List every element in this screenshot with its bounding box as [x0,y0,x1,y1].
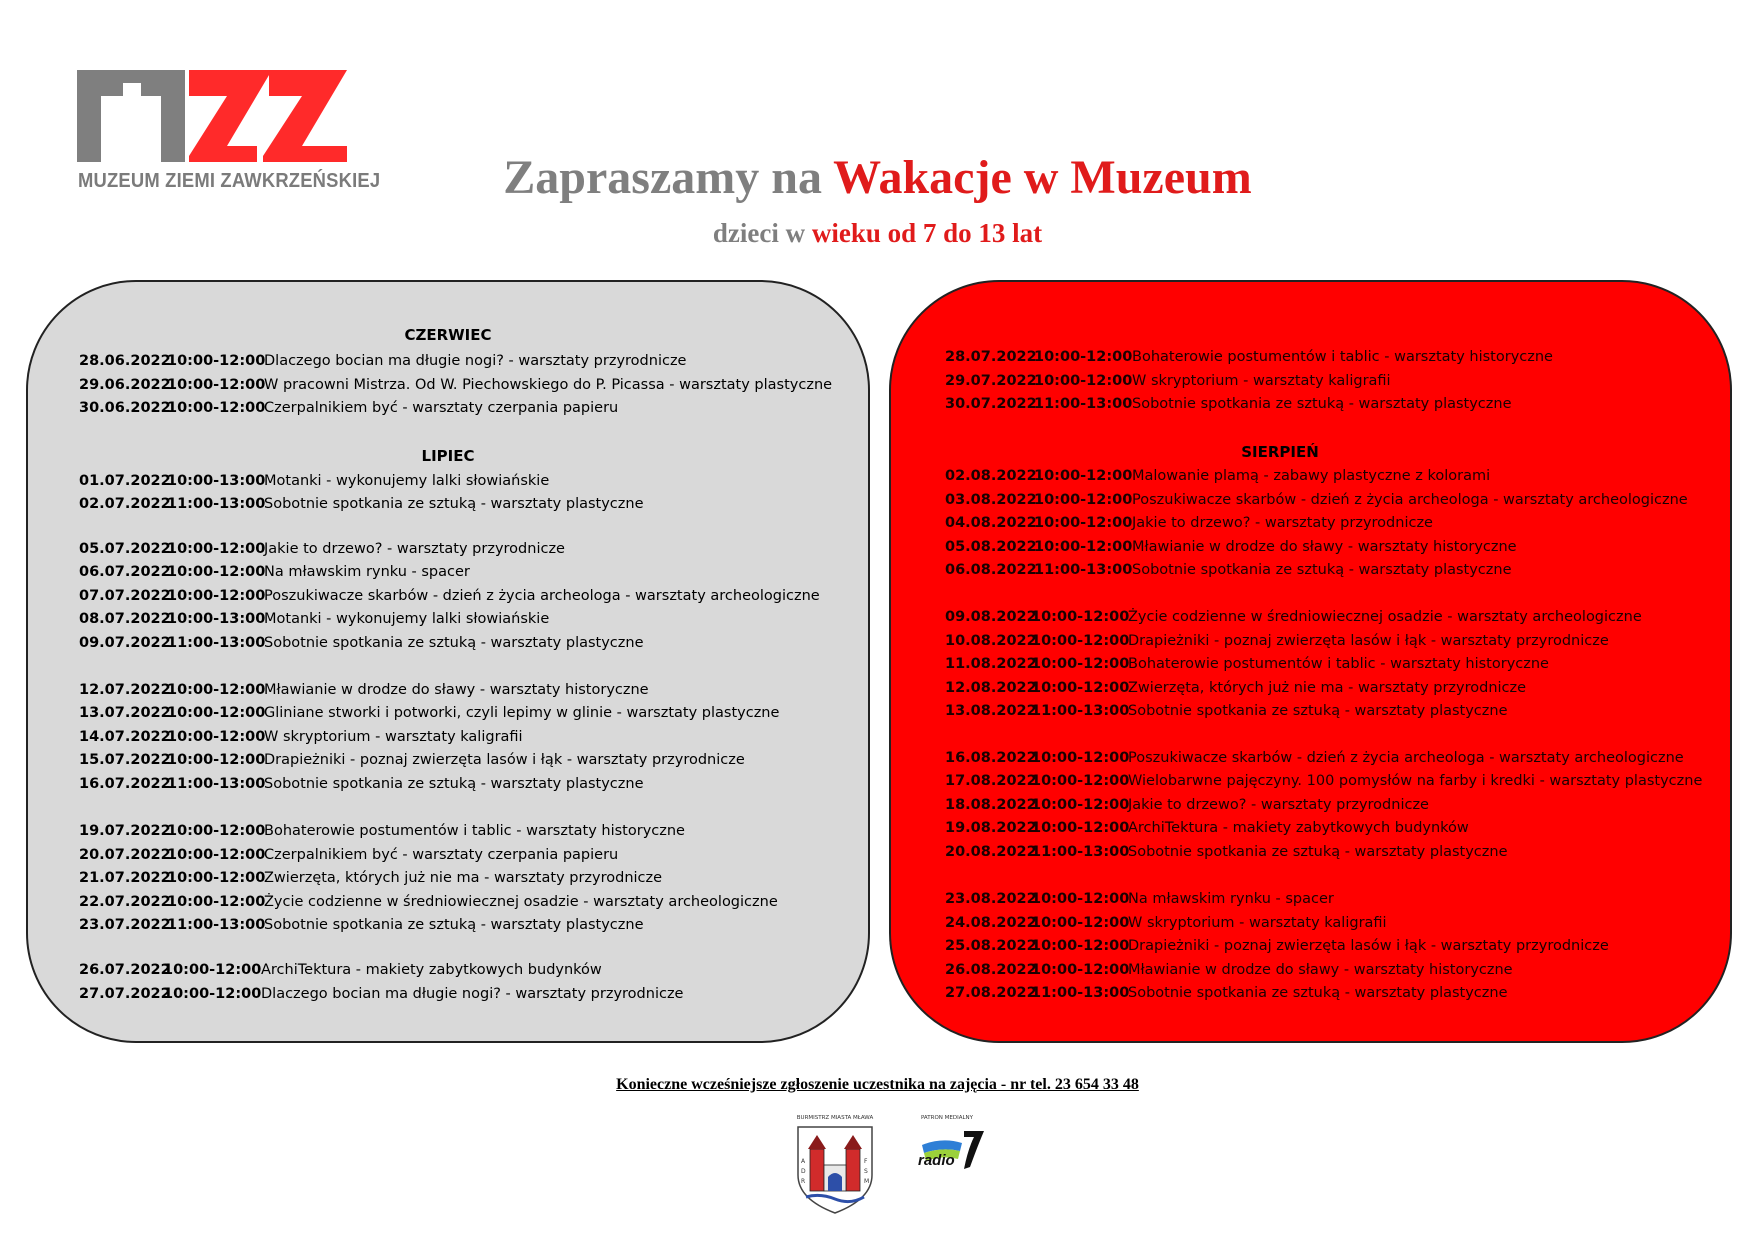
row-time: 10:00-12:00 [1031,962,1130,978]
row-activity: Bohaterowie postumentów i tablic - warsztaty historyczne [264,823,685,839]
row-date: 05.07.2022 [79,541,171,557]
subtitle-part1: dzieci w [712,218,806,248]
row-date: 20.08.2022 [945,844,1037,860]
row-date: 30.07.2022 [945,396,1037,412]
row-activity: Sobotnie spotkania ze sztuką - warsztaty plastyczne [1128,844,1508,860]
row-time: 10:00-12:00 [1031,656,1130,672]
row-time: 10:00-12:00 [1034,373,1133,389]
row-activity: Sobotnie spotkania ze sztuką - warsztaty plastyczne [1132,562,1512,578]
row-activity: ArchiTektura - makiety zabytkowych budynków [261,962,602,978]
row-time: 10:00-13:00 [167,611,266,627]
row-time: 10:00-12:00 [167,894,266,910]
page-subtitle [0,218,1755,249]
row-date: 20.07.2022 [79,847,171,863]
row-time: 10:00-12:00 [1034,539,1133,555]
row-date: 19.08.2022 [945,820,1037,836]
town-crest-icon [790,1115,880,1215]
row-date: 26.07.2022 [79,962,171,978]
row-time: 10:00-12:00 [167,847,266,863]
row-activity: Zwierzęta, których już nie ma - warsztaty przyrodnicze [264,870,663,886]
row-time: 10:00-12:00 [167,870,266,886]
row-time: 10:00-12:00 [1034,492,1133,508]
month-heading-july: LIPIEC [421,447,475,465]
svg-text:R: R [801,1178,806,1185]
row-date: 09.07.2022 [79,635,171,651]
row-activity: Jakie to drzewo? - warsztaty przyrodnicze [1128,797,1429,813]
row-time: 11:00-13:00 [1031,844,1130,860]
row-activity: Malowanie plamą - zabawy plastyczne z kolorami [1132,468,1491,484]
row-activity: Poszukiwacze skarbów - dzień z życia archeologa - warsztaty archeologiczne [264,588,820,604]
row-time: 10:00-12:00 [163,986,262,1002]
crest-caption: BURMISTRZ MIASTA MŁAWA [796,1115,874,1121]
row-activity: Życie codzienne w średniowiecznej osadzie - warsztaty archeologiczne [1128,609,1642,625]
row-time: 10:00-12:00 [167,823,266,839]
row-time: 10:00-12:00 [1031,820,1130,836]
svg-text:D: D [801,1168,806,1175]
row-date: 14.07.2022 [79,729,171,745]
row-date: 18.08.2022 [945,797,1037,813]
row-date: 16.07.2022 [79,776,171,792]
row-activity: Motanki - wykonujemy lalki słowiańskie [264,473,550,489]
radio-word: radio [918,1152,955,1169]
svg-text:A: A [801,1158,806,1165]
row-date: 06.08.2022 [945,562,1037,578]
row-activity: Bohaterowie postumentów i tablic - warsztaty historyczne [1132,349,1553,365]
row-time: 10:00-12:00 [167,588,266,604]
row-date: 21.07.2022 [79,870,171,886]
row-activity: W skryptorium - warsztaty kaligrafii [1132,373,1391,389]
row-time: 10:00-12:00 [167,682,266,698]
row-activity: Jakie to drzewo? - warsztaty przyrodnicze [1132,515,1433,531]
row-date: 08.07.2022 [79,611,171,627]
row-date: 05.08.2022 [945,539,1037,555]
row-time: 11:00-13:00 [167,635,266,651]
row-time: 10:00-12:00 [1031,680,1130,696]
month-heading-june: CZERWIEC [404,326,492,344]
row-time: 10:00-12:00 [1031,938,1130,954]
row-date: 24.08.2022 [945,915,1037,931]
row-activity: Sobotnie spotkania ze sztuką - warsztaty plastyczne [1132,396,1512,412]
row-activity: Dlaczego bocian ma długie nogi? - warsztaty przyrodnicze [264,353,687,369]
row-time: 11:00-13:00 [167,917,266,933]
row-activity: Sobotnie spotkania ze sztuką - warsztaty plastyczne [1128,985,1508,1001]
row-activity: Mławianie w drodze do sławy - warsztaty historyczne [1132,539,1517,555]
subtitle-part2: wieku od 7 do 13 lat [811,218,1043,248]
row-date: 29.07.2022 [945,373,1037,389]
row-activity: Sobotnie spotkania ze sztuką - warsztaty plastyczne [264,917,644,933]
logo-text: MUZEUM ZIEMI ZAWKRZEŃSKIEJ [78,170,381,192]
row-time: 10:00-12:00 [1034,468,1133,484]
row-time: 11:00-13:00 [1034,396,1133,412]
row-activity: ArchiTektura - makiety zabytkowych budynków [1128,820,1469,836]
row-date: 16.08.2022 [945,750,1037,766]
row-time: 10:00-12:00 [1034,515,1133,531]
row-activity: Mławianie w drodze do sławy - warsztaty historyczne [264,682,649,698]
row-date: 27.07.2022 [79,986,171,1002]
row-time: 10:00-12:00 [167,541,266,557]
row-date: 23.07.2022 [79,917,171,933]
row-time: 10:00-12:00 [1031,773,1130,789]
row-activity: Poszukiwacze skarbów - dzień z życia archeologa - warsztaty archeologiczne [1128,750,1684,766]
page-title [0,150,1755,205]
row-time: 10:00-12:00 [1031,633,1130,649]
row-date: 30.06.2022 [79,400,171,416]
row-time: 10:00-12:00 [1034,349,1133,365]
row-time: 10:00-12:00 [167,729,266,745]
svg-text:F: F [864,1158,868,1165]
row-time: 10:00-12:00 [1031,797,1130,813]
row-date: 15.07.2022 [79,752,171,768]
row-time: 10:00-12:00 [167,353,266,369]
row-date: 12.08.2022 [945,680,1037,696]
row-date: 17.08.2022 [945,773,1037,789]
row-time: 10:00-12:00 [163,962,262,978]
row-date: 11.08.2022 [945,656,1037,672]
row-activity: Sobotnie spotkania ze sztuką - warsztaty plastyczne [264,496,644,512]
row-date: 22.07.2022 [79,894,171,910]
svg-text:M: M [864,1178,870,1185]
row-activity: Drapieżniki - poznaj zwierzęta lasów i łąk - warsztaty przyrodnicze [1128,938,1609,954]
row-activity: Czerpalnikiem być - warsztaty czerpania papieru [264,847,619,863]
row-date: 13.07.2022 [79,705,171,721]
row-date: 06.07.2022 [79,564,171,580]
row-date: 01.07.2022 [79,473,171,489]
row-time: 11:00-13:00 [167,496,266,512]
registration-note: Konieczne wcześniejsze zgłoszenie uczestnika na zajęcia - nr tel. 23 654 33 48 [616,1076,1139,1093]
row-time: 10:00-12:00 [167,400,266,416]
row-time: 10:00-12:00 [1031,915,1130,931]
row-time: 10:00-12:00 [1031,750,1130,766]
row-date: 02.08.2022 [945,468,1037,484]
title-part2: Wakacje w Muzeum [833,151,1252,204]
row-time: 10:00-12:00 [167,377,266,393]
row-activity: Życie codzienne w średniowiecznej osadzie - warsztaty archeologiczne [264,894,778,910]
row-activity: Wielobarwne pajęczyny. 100 pomysłów na farby i kredki - warsztaty plastyczne [1128,773,1703,789]
row-activity: Dlaczego bocian ma długie nogi? - warsztaty przyrodnicze [261,986,684,1002]
row-activity: Na mławskim rynku - spacer [264,564,470,580]
radio-caption: PATRON MEDIALNY [920,1115,974,1121]
row-date: 25.08.2022 [945,938,1037,954]
row-date: 28.07.2022 [945,349,1037,365]
svg-text:S: S [864,1168,868,1175]
row-activity: Poszukiwacze skarbów - dzień z życia archeologa - warsztaty archeologiczne [1132,492,1688,508]
row-activity: Sobotnie spotkania ze sztuką - warsztaty plastyczne [264,776,644,792]
row-time: 11:00-13:00 [167,776,266,792]
row-activity: Bohaterowie postumentów i tablic - warsztaty historyczne [1128,656,1549,672]
row-activity: Motanki - wykonujemy lalki słowiańskie [264,611,550,627]
row-time: 10:00-13:00 [167,473,266,489]
row-time: 11:00-13:00 [1031,985,1130,1001]
row-date: 13.08.2022 [945,703,1037,719]
row-time: 10:00-12:00 [167,752,266,768]
row-activity: Zwierzęta, których już nie ma - warsztaty przyrodnicze [1128,680,1527,696]
row-activity: Gliniane stworki i potworki, czyli lepimy w glinie - warsztaty plastyczne [264,705,780,721]
row-activity: W skryptorium - warsztaty kaligrafii [264,729,523,745]
month-heading-august: SIERPIEŃ [1241,443,1319,461]
row-activity: W skryptorium - warsztaty kaligrafii [1128,915,1387,931]
row-date: 29.06.2022 [79,377,171,393]
row-date: 26.08.2022 [945,962,1037,978]
row-activity: Sobotnie spotkania ze sztuką - warsztaty plastyczne [264,635,644,651]
row-activity: Drapieżniki - poznaj zwierzęta lasów i łąk - warsztaty przyrodnicze [1128,633,1609,649]
row-date: 04.08.2022 [945,515,1037,531]
title-part1: Zapraszamy na [503,151,822,204]
row-date: 02.07.2022 [79,496,171,512]
row-date: 03.08.2022 [945,492,1037,508]
row-date: 19.07.2022 [79,823,171,839]
row-activity: Mławianie w drodze do sławy - warsztaty historyczne [1128,962,1513,978]
row-time: 10:00-12:00 [1031,609,1130,625]
row-time: 10:00-12:00 [167,705,266,721]
row-date: 23.08.2022 [945,891,1037,907]
row-time: 11:00-13:00 [1034,562,1133,578]
row-activity: Sobotnie spotkania ze sztuką - warsztaty plastyczne [1128,703,1508,719]
row-time: 10:00-12:00 [167,564,266,580]
row-activity: Czerpalnikiem być - warsztaty czerpania papieru [264,400,619,416]
row-date: 07.07.2022 [79,588,171,604]
row-date: 09.08.2022 [945,609,1037,625]
row-date: 28.06.2022 [79,353,171,369]
row-activity: Na mławskim rynku - spacer [1128,891,1334,907]
row-date: 12.07.2022 [79,682,171,698]
row-activity: Jakie to drzewo? - warsztaty przyrodnicze [264,541,565,557]
row-time: 10:00-12:00 [1031,891,1130,907]
row-activity: Drapieżniki - poznaj zwierzęta lasów i łąk - warsztaty przyrodnicze [264,752,745,768]
row-date: 27.08.2022 [945,985,1037,1001]
row-time: 11:00-13:00 [1031,703,1130,719]
row-activity: W pracowni Mistrza. Od W. Piechowskiego do P. Picassa - warsztaty plastyczne [264,377,833,393]
row-date: 10.08.2022 [945,633,1037,649]
